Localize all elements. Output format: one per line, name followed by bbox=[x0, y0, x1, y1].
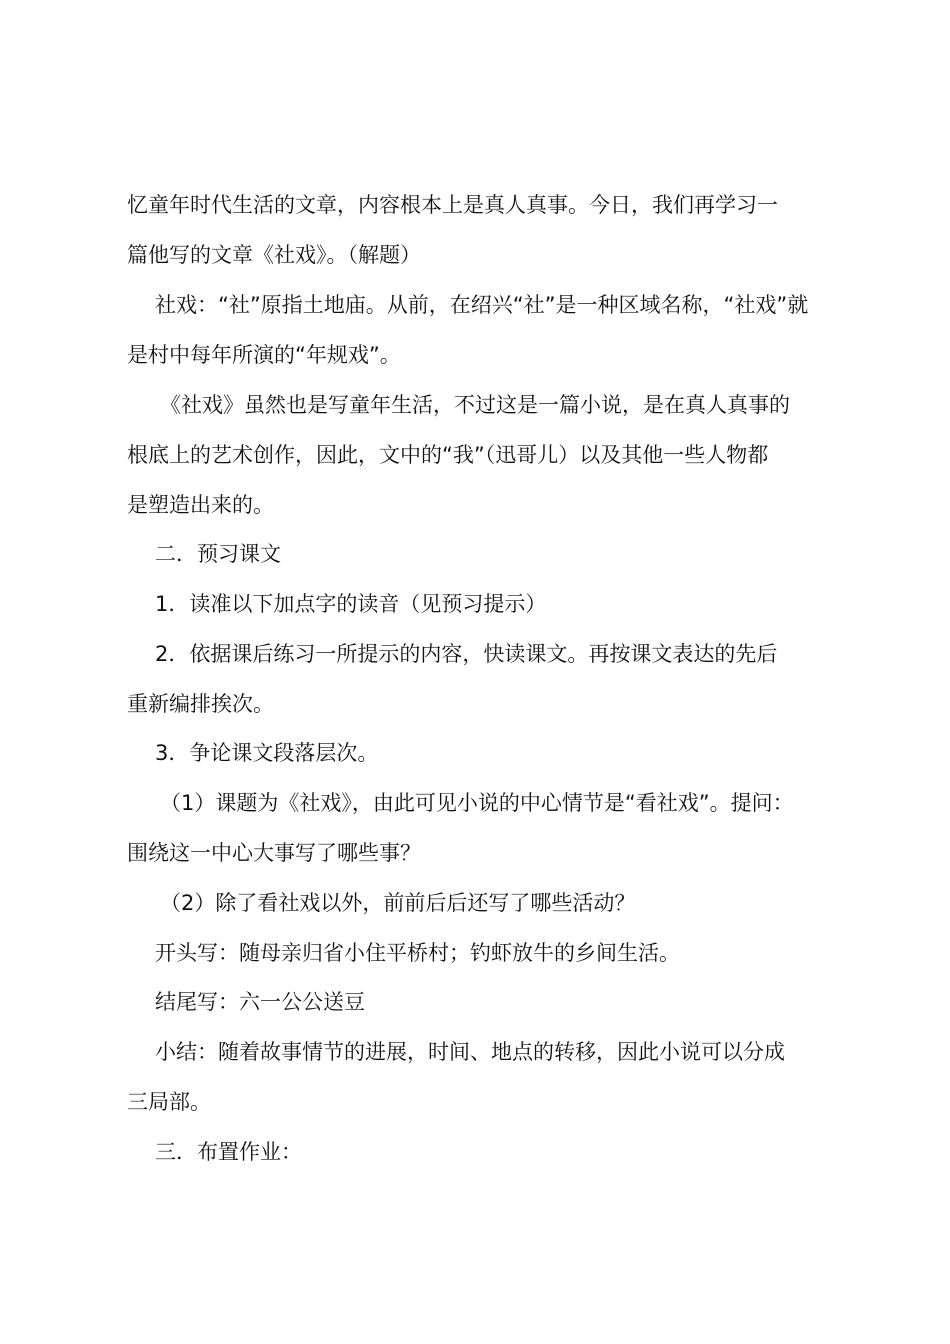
text-line-1: 忆童年时代生活的文章，内容根本上是真人真事。今日，我们再学习一 bbox=[127, 193, 778, 217]
text-line-14: 围绕这一中心大事写了哪些事？ bbox=[127, 841, 421, 865]
text-line-5: 《社戏》虽然也是写童年生活，不过这是一篇小说，是在真人真事的 bbox=[160, 393, 790, 417]
text-line-10: 2．依据课后练习一所提示的内容，快读课文。再按课文表达的先后 bbox=[155, 642, 778, 666]
text-line-6: 根底上的艺术创作，因此，文中的“我”（迅哥儿）以及其他一些人物都 bbox=[127, 443, 769, 467]
text-line-4: 是村中每年所演的“年规戏”。 bbox=[127, 343, 401, 367]
section-heading-3: 三．布置作业： bbox=[155, 1140, 302, 1164]
text-line-17: 结尾写：六一公公送豆 bbox=[155, 990, 365, 1014]
text-line-2: 篇他写的文章《社戏》。（解题） bbox=[127, 243, 421, 267]
text-line-15: （2）除了看社戏以外，前前后后还写了哪些活动？ bbox=[160, 891, 636, 915]
text-line-3: 社戏：“社”原指土地庙。从前，在绍兴“社”是一种区域名称，“社戏”就 bbox=[155, 293, 809, 317]
section-heading-2: 二．预习课文 bbox=[155, 542, 281, 566]
text-line-11: 重新编排挨次。 bbox=[127, 692, 274, 716]
text-line-13: （1）课题为《社戏》，由此可见小说的中心情节是“看社戏”。提问： bbox=[160, 791, 794, 815]
text-line-9: 1．读准以下加点字的读音（见预习提示） bbox=[155, 592, 547, 616]
text-line-19: 三局部。 bbox=[127, 1090, 211, 1114]
text-line-18: 小结：随着故事情节的进展，时间、地点的转移，因此小说可以分成 bbox=[155, 1040, 785, 1064]
text-line-16: 开头写：随母亲归省小住平桥村；钓虾放牛的乡间生活。 bbox=[155, 941, 680, 965]
text-line-12: 3．争论课文段落层次。 bbox=[155, 741, 379, 765]
text-line-7: 是塑造出来的。 bbox=[127, 493, 274, 517]
